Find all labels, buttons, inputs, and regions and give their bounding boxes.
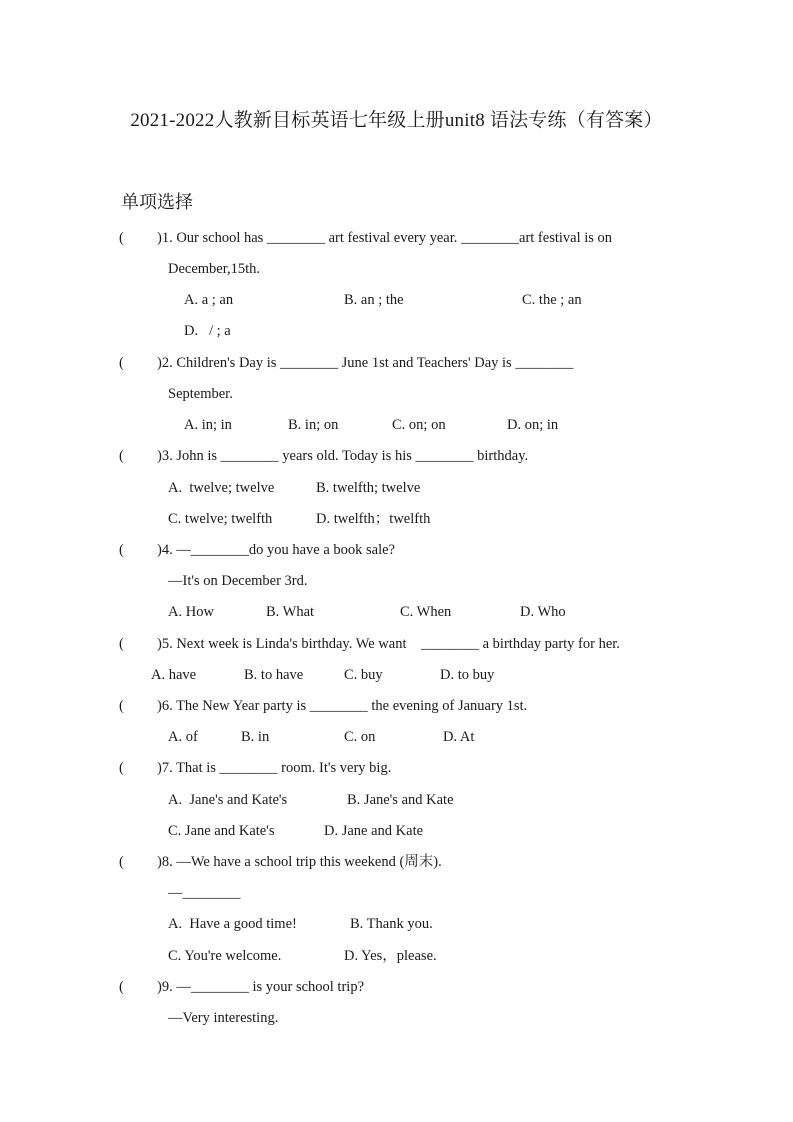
q5-option-a: A. have <box>151 667 197 683</box>
q3-option-b: B. twelfth; twelve <box>316 480 421 496</box>
q7-option-a: A. Jane's and Kate's <box>168 792 288 808</box>
q2-answer-paren: ( <box>119 355 124 371</box>
q6-answer-paren: ( <box>119 698 124 714</box>
q8-option-b: B. Thank you. <box>350 916 433 932</box>
q9-answer-paren: ( <box>119 979 124 995</box>
q3-answer-paren: ( <box>119 448 124 464</box>
q4-option-b: B. What <box>266 604 315 620</box>
q2-stem: )2. Children's Day is ________ June 1st and Teachers' Day is ________ <box>157 355 574 371</box>
q4-option-d: D. Who <box>520 604 566 620</box>
q1-option-d: D. / ; a <box>184 323 231 339</box>
q8-option-d: D. Yes，please. <box>344 948 437 964</box>
q6-stem: )6. The New Year party is ________ the evening of January 1st. <box>157 698 528 714</box>
q7-stem: )7. That is ________ room. It's very big. <box>157 760 392 776</box>
q2-option-a: A. in; in <box>184 417 232 433</box>
q5-option-b: B. to have <box>244 667 304 683</box>
q6-option-b: B. in <box>241 729 270 745</box>
q1-stem-cont: December,15th. <box>168 261 261 277</box>
q9-stem: )9. —________ is your school trip? <box>157 979 365 995</box>
q2-option-b: B. in; on <box>288 417 339 433</box>
q1-answer-paren: ( <box>119 230 124 246</box>
q1-option-a: A. a ; an <box>184 292 234 308</box>
q2-stem-cont: September. <box>168 386 233 402</box>
q7-option-c: C. Jane and Kate's <box>168 823 275 839</box>
q9-stem-cont: —Very interesting. <box>168 1010 279 1026</box>
q5-option-d: D. to buy <box>440 667 495 683</box>
q6-option-a: A. of <box>168 729 198 745</box>
section-heading: 单项选择 <box>121 192 193 212</box>
q5-stem: )5. Next week is Linda's birthday. We want ________ a birthday party for her. <box>157 636 620 652</box>
q7-option-b: B. Jane's and Kate <box>347 792 454 808</box>
q6-option-d: D. At <box>443 729 475 745</box>
q1-option-c: C. the ; an <box>522 292 582 308</box>
q4-option-a: A. How <box>168 604 214 620</box>
q8-option-a: A. Have a good time! <box>168 916 297 932</box>
q2-option-d: D. on; in <box>507 417 559 433</box>
q4-option-c: C. When <box>400 604 452 620</box>
q4-answer-paren: ( <box>119 542 124 558</box>
q3-stem: )3. John is ________ years old. Today is his ________ birthday. <box>157 448 529 464</box>
q1-option-b: B. an ; the <box>344 292 404 308</box>
q4-stem: )4. —________do you have a book sale? <box>157 542 395 558</box>
q2-option-c: C. on; on <box>392 417 446 433</box>
document-title: 2021-2022人教新目标英语七年级上册unit8 语法专练（有答案） <box>130 110 663 131</box>
q1-stem: )1. Our school has ________ art festival every year. ________art festival is on <box>157 230 613 246</box>
q7-option-d: D. Jane and Kate <box>324 823 424 839</box>
q3-option-a: A. twelve; twelve <box>168 480 275 496</box>
q3-option-d: D. twelfth；twelfth <box>316 511 431 527</box>
q5-answer-paren: ( <box>119 636 124 652</box>
q6-option-c: C. on <box>344 729 376 745</box>
q8-option-c: C. You're welcome. <box>168 948 282 964</box>
q5-option-c: C. buy <box>344 667 383 683</box>
q8-stem: )8. —We have a school trip this weekend (周末). <box>157 854 442 870</box>
q4-stem-cont: —It's on December 3rd. <box>168 573 308 589</box>
q7-answer-paren: ( <box>119 760 124 776</box>
q8-answer-paren: ( <box>119 854 124 870</box>
q3-option-c: C. twelve; twelfth <box>168 511 273 527</box>
q8-stem-cont: —________ <box>168 885 241 901</box>
